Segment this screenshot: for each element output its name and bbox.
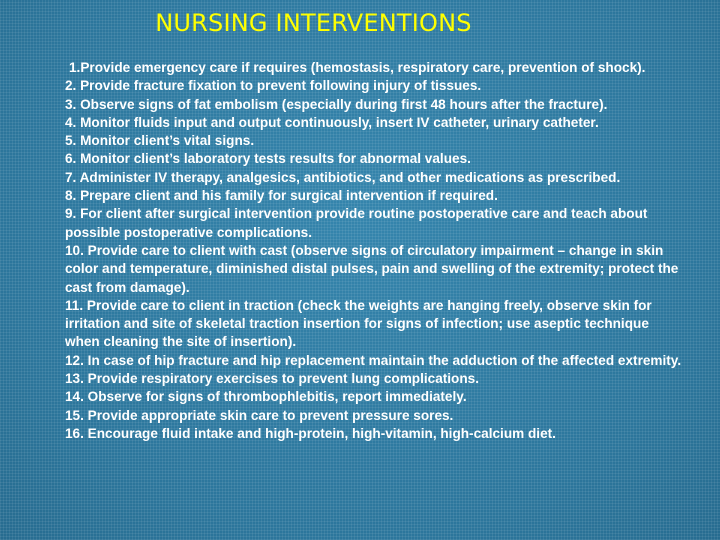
- intervention-item-3: 3. Observe signs of fat embolism (especially during first 48 hours after the fracture).: [65, 96, 608, 112]
- intervention-list: [65, 59, 683, 443]
- intervention-item-5: 5. Monitor client’s vital signs.: [65, 133, 255, 149]
- intervention-item-6: 6. Monitor client’s laboratory tests results for abnormal values.: [65, 151, 471, 167]
- intervention-item-12: 12. In case of hip fracture and hip replacement maintain the adduction of the affected extremity.: [65, 352, 682, 368]
- intervention-item-16: 16. Encourage fluid intake and high-protein, high-vitamin, high-calcium diet.: [65, 425, 556, 441]
- intervention-item-11: 11. Provide care to client in traction (check the weights are hanging freely, observe skin for irritation and site of skeletal traction insertion for signs of infection; use aseptic technique when cleaning the site of insertion).: [65, 297, 652, 350]
- intervention-item-10: 10. Provide care to client with cast (observe signs of circulatory impairment – change in skin color and temperature, diminished distal pulses, pain and swelling of the extremity; protect the cast from damage).: [65, 242, 679, 295]
- intervention-item-15: 15. Provide appropriate skin care to prevent pressure sores.: [65, 407, 454, 423]
- intervention-item-4: 4. Monitor fluids input and output continuously, insert IV catheter, urinary catheter.: [65, 114, 599, 130]
- intervention-item-8: 8. Prepare client and his family for surgical intervention if required.: [65, 188, 498, 204]
- slide-title: NURSING INTERVENTIONS: [155, 9, 472, 37]
- intervention-item-7: 7. Administer IV therapy, analgesics, antibiotics, and other medications as prescribed.: [65, 169, 621, 185]
- intervention-item-13: 13. Provide respiratory exercises to prevent lung complications.: [65, 371, 480, 387]
- intervention-item-1: 1.Provide emergency care if requires (hemostasis, respiratory care, prevention of shock).: [69, 60, 646, 75]
- intervention-item-9: 9. For client after surgical intervention provide routine postoperative care and teach about possible postoperative complications.: [65, 206, 648, 240]
- intervention-item-2: 2. Provide fracture fixation to prevent following injury of tissues.: [65, 78, 482, 94]
- intervention-item-14: 14. Observe for signs of thrombophlebitis, report immediately.: [65, 389, 467, 405]
